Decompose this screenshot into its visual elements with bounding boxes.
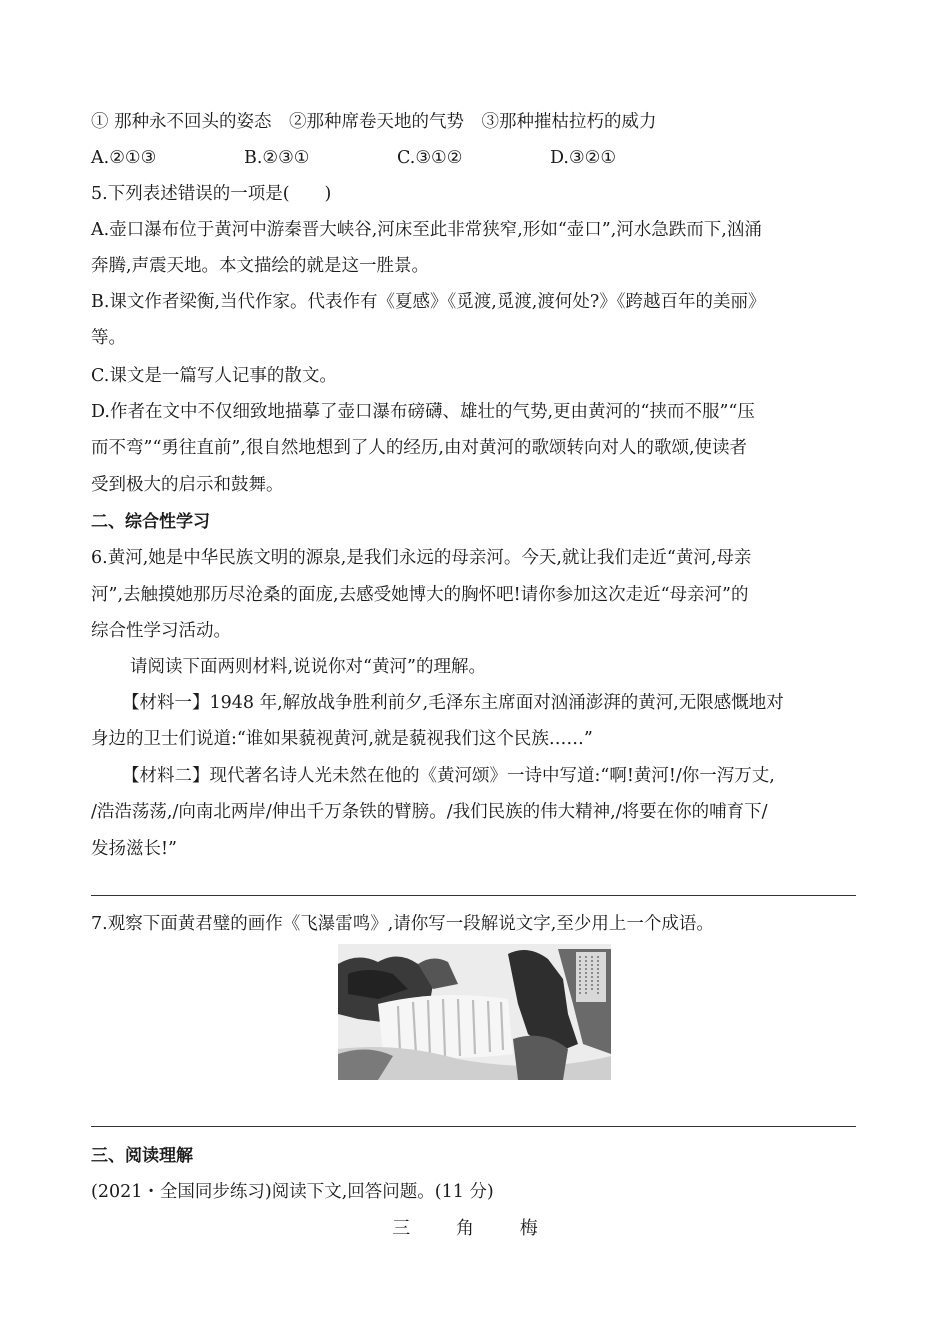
q4-option-c: C.③①②: [397, 148, 463, 168]
material-1-line2: 身边的卫士们说道:“谁如果藐视黄河,就是藐视我们这个民族……”: [91, 729, 593, 749]
material-2-line2: /浩浩荡荡,/向南北两岸/伸出千万条铁的臂膀。/我们民族的伟大精神,/将要在你的哺育下/: [91, 802, 768, 822]
q4-option-b: B.②③①: [244, 148, 310, 168]
q6-line2: 河”,去触摸她那历尽沧桑的面庞,去感受她博大的胸怀吧!请你参加这次走近“母亲河”的: [91, 585, 749, 605]
q6-line1: 6.黄河,她是中华民族文明的源泉,是我们永远的母亲河。今天,就让我们走近“黄河,母亲: [91, 548, 752, 568]
q5-option-b-line2: 等。: [91, 328, 126, 348]
section-2-title: 二、综合性学习: [91, 512, 210, 532]
q5-option-d-line1: D.作者在文中不仅细致地描摹了壶口瀑布磅礴、雄壮的气势,更由黄河的“挟而不服”“压: [91, 402, 755, 422]
q6-line3: 综合性学习活动。: [91, 621, 231, 641]
q7-answer-line: [91, 1126, 856, 1127]
q5-option-b-line1: B.课文作者梁衡,当代作家。代表作有《夏感》《觅渡,觅渡,渡何处?》《跨越百年的美丽》: [91, 292, 766, 312]
q4-option-a: A.②①③: [91, 148, 157, 168]
q4-items: ① 那种永不回头的姿态 ②那种席卷天地的气势 ③那种摧枯拉朽的威力: [91, 112, 657, 132]
section-3-title: 三、阅读理解: [91, 1146, 193, 1166]
q7-stem: 7.观察下面黄君璧的画作《飞瀑雷鸣》,请你写一段解说文字,至少用上一个成语。: [91, 914, 714, 934]
material-2-line3: 发扬滋长!”: [91, 839, 177, 859]
material-2-line1: 【材料二】现代著名诗人光未然在他的《黄河颂》一诗中写道:“啊!黄河!/你一泻万丈,: [122, 766, 775, 786]
q5-option-c: C.课文是一篇写人记事的散文。: [91, 366, 337, 386]
q5-option-a-line1: A.壶口瀑布位于黄河中游秦晋大峡谷,河床至此非常狭窄,形如“壶口”,河水急跌而下,汹涌: [91, 220, 762, 240]
q5-stem: 5.下列表述错误的一项是( ): [91, 184, 332, 204]
q5-option-d-line2: 而不弯”“勇往直前”,很自然地想到了人的经历,由对黄河的歌颂转向对人的歌颂,使读者: [91, 438, 748, 458]
material-1-line1: 【材料一】1948 年,解放战争胜利前夕,毛泽东主席面对汹涌澎湃的黄河,无限感慨地对: [122, 693, 784, 713]
passage-title: 三 角 梅: [392, 1218, 558, 1239]
q5-option-d-line3: 受到极大的启示和鼓舞。: [91, 475, 284, 495]
q6-prompt: 请阅读下面两则材料,说说你对“黄河”的理解。: [130, 657, 486, 677]
q6-answer-line: [91, 895, 856, 896]
waterfall-painting: [338, 944, 611, 1080]
q4-option-d: D.③②①: [550, 148, 617, 168]
q5-option-a-line2: 奔腾,声震天地。本文描绘的就是这一胜景。: [91, 256, 430, 276]
reading-intro: (2021・全国同步练习)阅读下文,回答问题。(11 分): [91, 1182, 494, 1202]
